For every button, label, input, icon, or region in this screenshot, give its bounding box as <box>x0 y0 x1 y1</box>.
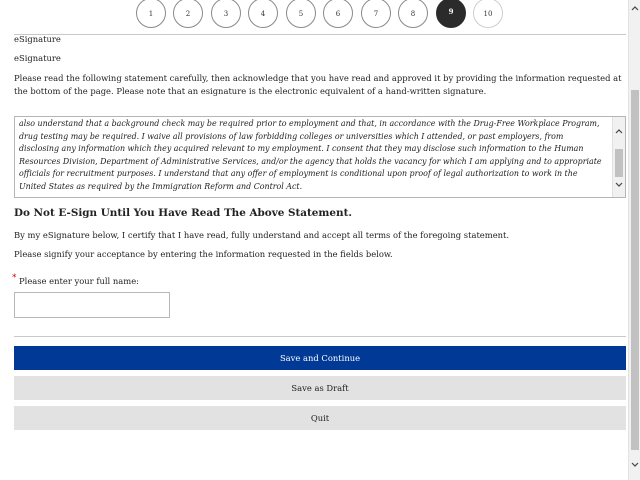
step-2[interactable]: 2 <box>173 0 203 28</box>
section-divider <box>14 34 626 35</box>
step-5[interactable]: 5 <box>286 0 316 28</box>
step-10[interactable]: 10 <box>473 0 503 28</box>
statement-textarea[interactable] <box>14 116 626 198</box>
quit-button[interactable]: Quit <box>14 406 626 430</box>
step-9-active[interactable]: 9 <box>436 0 466 28</box>
required-asterisk: * <box>12 273 17 283</box>
chevron-down-icon[interactable] <box>613 179 625 191</box>
step-6[interactable]: 6 <box>323 0 353 28</box>
step-8[interactable]: 8 <box>398 0 428 28</box>
signify-text: Please signify your acceptance by entering the information requested in the fields below. <box>14 249 393 259</box>
page-scroll-down-icon[interactable] <box>629 459 640 471</box>
full-name-input[interactable] <box>14 292 170 318</box>
esign-warning-heading: Do Not E-Sign Until You Have Read The Above Statement. <box>14 207 352 219</box>
section-title: eSignature <box>14 34 61 44</box>
step-1[interactable]: 1 <box>136 0 166 28</box>
page-scroll-thumb[interactable] <box>631 90 639 450</box>
page-scrollbar[interactable] <box>628 0 640 480</box>
form-divider <box>14 336 626 337</box>
step-indicator <box>0 0 628 30</box>
section-subtitle: eSignature <box>14 53 61 63</box>
chevron-up-icon[interactable] <box>613 125 625 137</box>
step-4[interactable]: 4 <box>248 0 278 28</box>
save-continue-button[interactable]: Save and Continue <box>14 346 626 370</box>
certify-text: By my eSignature below, I certify that I have read, fully understand and accept all terms of the foregoing statement. <box>14 230 510 240</box>
intro-text: Please read the following statement carefully, then acknowledge that you have read and approved it by providing the information requested at the bottom of the page. Please note that an esignature is the electronic equivalent of a hand-written signature. <box>14 73 622 96</box>
page-scroll-up-icon[interactable] <box>629 2 640 14</box>
statement-text: also understand that a background check may be required prior to employment and that, in accordance with the Drug-Free Workplace Program, drug testing may be required. I waive all provisions of law forbidding colleges or universities which I attended, or past employers, from disclosing any information which they acquired relevant to my employment. I consent that they may disclose such information to the Human Resources Division, Department of Administrative Services, and/or the agency that holds the vacancy for which I am applying and to appropriate officials for recruitment purposes. I understand that any offer of employment is conditional upon proof of legal authorization to work in the United States as required by the Immigration Reform and Control Act. <box>19 119 602 191</box>
save-draft-button[interactable]: Save as Draft <box>14 376 626 400</box>
statement-scroll-thumb[interactable] <box>615 149 623 177</box>
step-3[interactable]: 3 <box>211 0 241 28</box>
full-name-label: Please enter your full name: <box>19 276 139 286</box>
statement-scrollbar[interactable] <box>612 117 625 197</box>
step-7[interactable]: 7 <box>361 0 391 28</box>
